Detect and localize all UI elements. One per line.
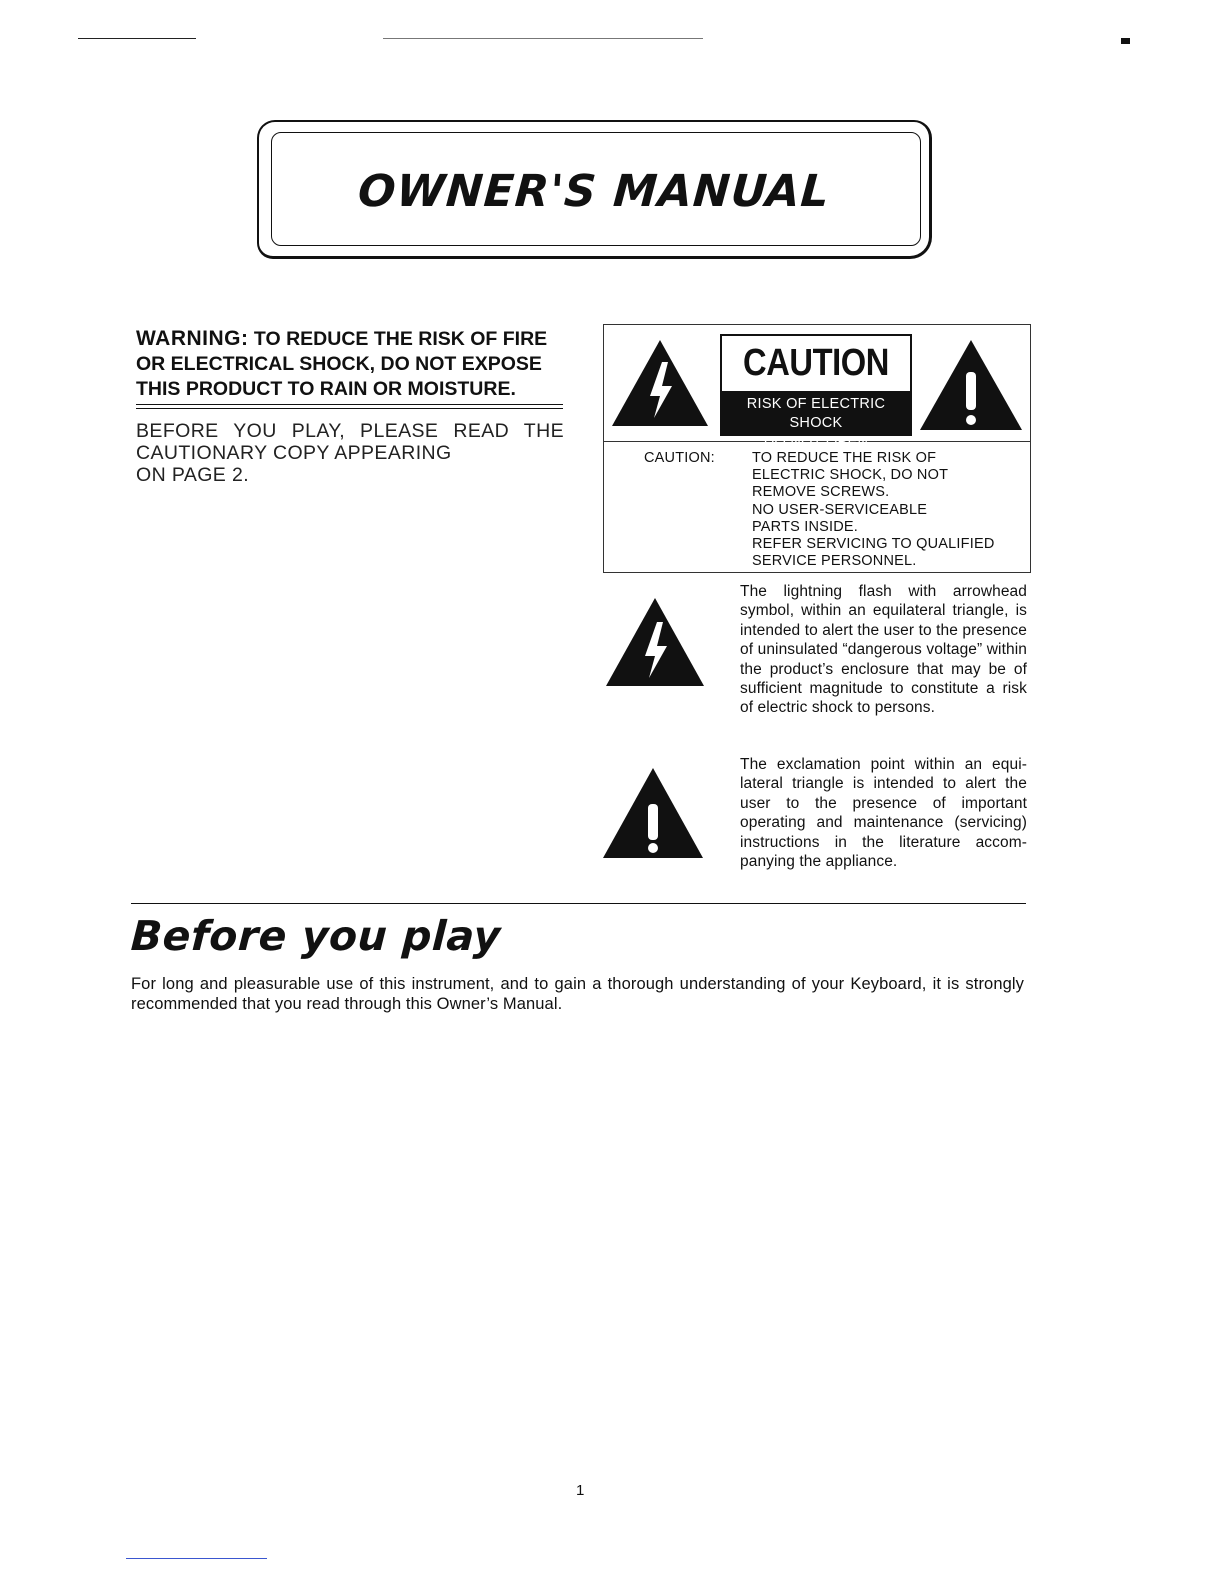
intro-paragraph: For long and pleasurable use of this instrument, and to gain a thorough understanding of your Keyboard, it is strongly recommended that you read through this Owner’s Manual. <box>131 975 1024 1013</box>
before-read-line-3: ON PAGE 2. <box>136 464 250 486</box>
warning-line-2: OR ELECTRICAL SHOCK, DO NOT EXPOSE <box>136 353 542 375</box>
warning-line-3: THIS PRODUCT TO RAIN OR MOISTURE. <box>136 378 516 400</box>
caution-line: ELECTRIC SHOCK, DO NOT <box>752 467 949 484</box>
section-rule <box>131 903 1026 904</box>
caution-line: PARTS INSIDE. <box>752 518 859 535</box>
warning-label: WARNING: <box>136 327 249 350</box>
warning-rule-bottom <box>136 408 563 409</box>
lightning-triangle-icon <box>610 338 710 428</box>
before-read-notice <box>136 420 564 486</box>
warning-block <box>136 326 566 402</box>
page-title: OWNER'S MANUAL <box>356 166 832 217</box>
caution-heading: CAUTION <box>743 342 889 384</box>
warning-line-1 <box>136 326 566 352</box>
exclamation-triangle-icon <box>918 338 1024 432</box>
before-read-line-2: CAUTIONARY COPY APPEARING <box>136 442 452 464</box>
corner-mark <box>1121 38 1130 44</box>
caution-text-label: CAUTION: <box>644 450 715 466</box>
bottom-rule <box>126 1558 267 1559</box>
section-title: Before you play <box>129 912 503 960</box>
caution-line: SERVICE PERSONNEL. <box>752 553 917 570</box>
page-number: 1 <box>576 1482 585 1499</box>
lightning-symbol-icon <box>604 596 706 688</box>
caution-line: REMOVE SCREWS. <box>752 484 890 501</box>
caution-instructions <box>752 450 1022 570</box>
caution-line: NO USER-SERVICEABLE <box>752 501 928 518</box>
caution-banner <box>722 391 910 450</box>
caution-line: REFER SERVICING TO QUALIFIED <box>752 536 995 553</box>
top-center-rule <box>383 38 703 39</box>
exclamation-symbol-icon <box>601 766 705 860</box>
title-frame <box>257 120 931 258</box>
caution-banner-line-1: RISK OF ELECTRIC SHOCK <box>746 396 886 431</box>
exclamation-symbol-description: The exclamation point within an equi-lateral triangle is intended to alert the user to the presence of important operating and maintenance (servicing) instructions in the literature accom-panying the appliance. <box>740 756 1027 871</box>
warning-line-1-text: TO REDUCE THE RISK OF FIRE <box>253 328 548 350</box>
caution-line: TO REDUCE THE RISK OF <box>752 450 937 466</box>
caution-banner-line-2: DO NOT OPEN <box>763 434 869 450</box>
top-left-rule <box>78 38 196 39</box>
before-read-line-1: BEFORE YOU PLAY, PLEASE READ THE <box>136 420 564 442</box>
lightning-symbol-description: The lightning flash with arrowhead symbol, within an equilateral triangle, is intended to alert the user to the presence of uninsulated “dangerous voltage” within the product’s enclosure that may be of sufficient magnitude to constitute a risk of electric shock to persons. <box>740 583 1027 717</box>
caution-label <box>720 334 912 450</box>
warning-rule-top <box>136 404 563 405</box>
